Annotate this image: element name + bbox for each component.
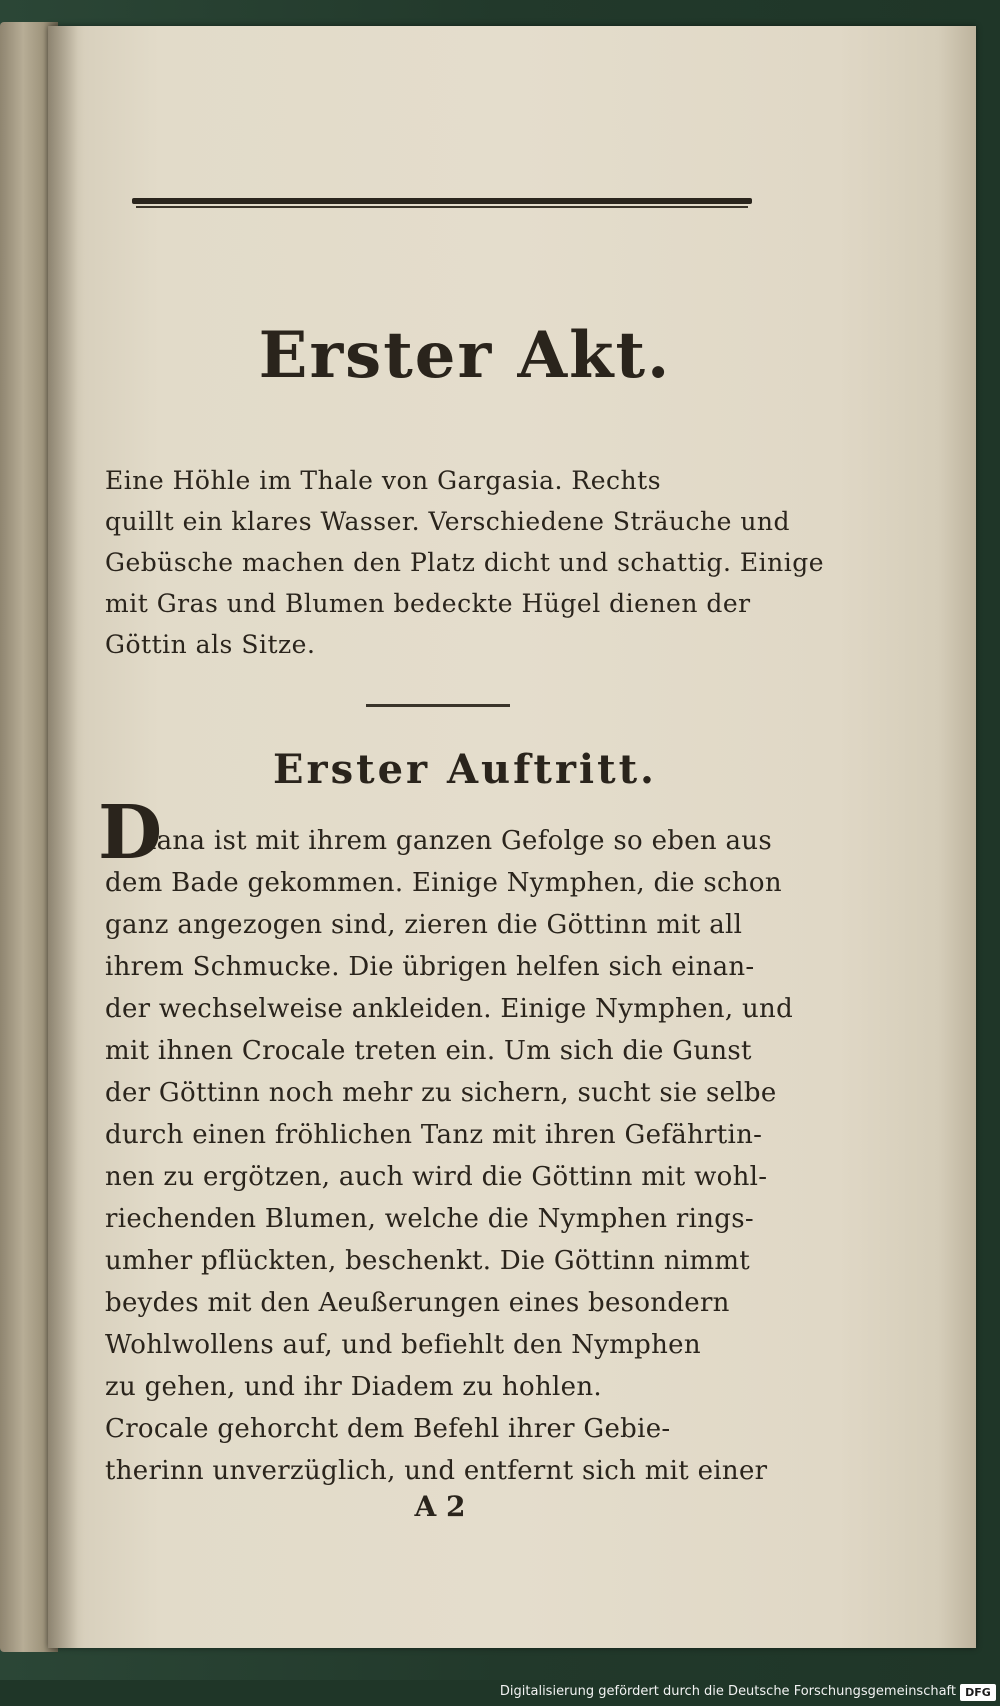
scene-title: Erster Auftritt. xyxy=(273,746,657,793)
body-line: beydes mit den Aeußerungen eines besondern xyxy=(105,1288,730,1318)
body-line: mit ihnen Crocale treten ein. Um sich die Gunst xyxy=(105,1036,752,1066)
body-line: therinn unverzüglich, und entfernt sich mit einer xyxy=(105,1456,768,1486)
page-signature: A 2 xyxy=(414,1490,466,1523)
dfg-logo: DFG xyxy=(960,1684,996,1701)
body-line: ganz angezogen sind, zieren die Göttinn mit all xyxy=(105,910,743,940)
body-line: Crocale gehorcht dem Befehl ihrer Gebie- xyxy=(105,1414,671,1444)
body-line: durch einen fröhlichen Tanz mit ihren Gefährtin- xyxy=(105,1120,763,1150)
body-line: riechenden Blumen, welche die Nymphen rings- xyxy=(105,1204,754,1234)
scene-description-line: Eine Höhle im Thale von Gargasia. Rechts xyxy=(105,466,662,495)
funding-credit: Digitalisierung gefördert durch die Deutsche Forschungsgemeinschaft xyxy=(499,1684,956,1699)
body-line: zu gehen, und ihr Diadem zu hohlen. xyxy=(105,1372,602,1402)
ornament-thick-bar xyxy=(132,198,752,204)
body-line: Wohlwollens auf, und befiehlt den Nymphen xyxy=(105,1330,701,1360)
scene-description-line: Göttin als Sitze. xyxy=(105,630,316,659)
body-line: der wechselweise ankleiden. Einige Nymphen, und xyxy=(105,994,794,1024)
gutter-shadow xyxy=(48,26,78,1648)
section-divider xyxy=(366,704,510,707)
ornament-thin-bar xyxy=(136,206,748,208)
act-title: Erster Akt. xyxy=(258,318,672,393)
body-line: nen zu ergötzen, auch wird die Göttinn mit wohl- xyxy=(105,1162,768,1192)
body-line: ihrem Schmucke. Die übrigen helfen sich einan- xyxy=(105,952,755,982)
header-ornament-rule xyxy=(132,196,752,210)
drop-cap: D xyxy=(98,790,163,876)
scene-description-line: mit Gras und Blumen bedeckte Hügel dienen der xyxy=(105,589,751,618)
scene-description-line: Gebüsche machen den Platz dicht und schattig. Einige xyxy=(105,548,825,577)
scene-description-line: quillt ein klares Wasser. Verschiedene Sträuche und xyxy=(105,507,791,536)
body-line: iana ist mit ihrem ganzen Gefolge so eben aus xyxy=(148,826,772,856)
body-line: dem Bade gekommen. Einige Nymphen, die schon xyxy=(105,868,782,898)
body-line: der Göttinn noch mehr zu sichern, sucht sie selbe xyxy=(105,1078,777,1108)
body-line: umher pflückten, beschenkt. Die Göttinn nimmt xyxy=(105,1246,751,1276)
